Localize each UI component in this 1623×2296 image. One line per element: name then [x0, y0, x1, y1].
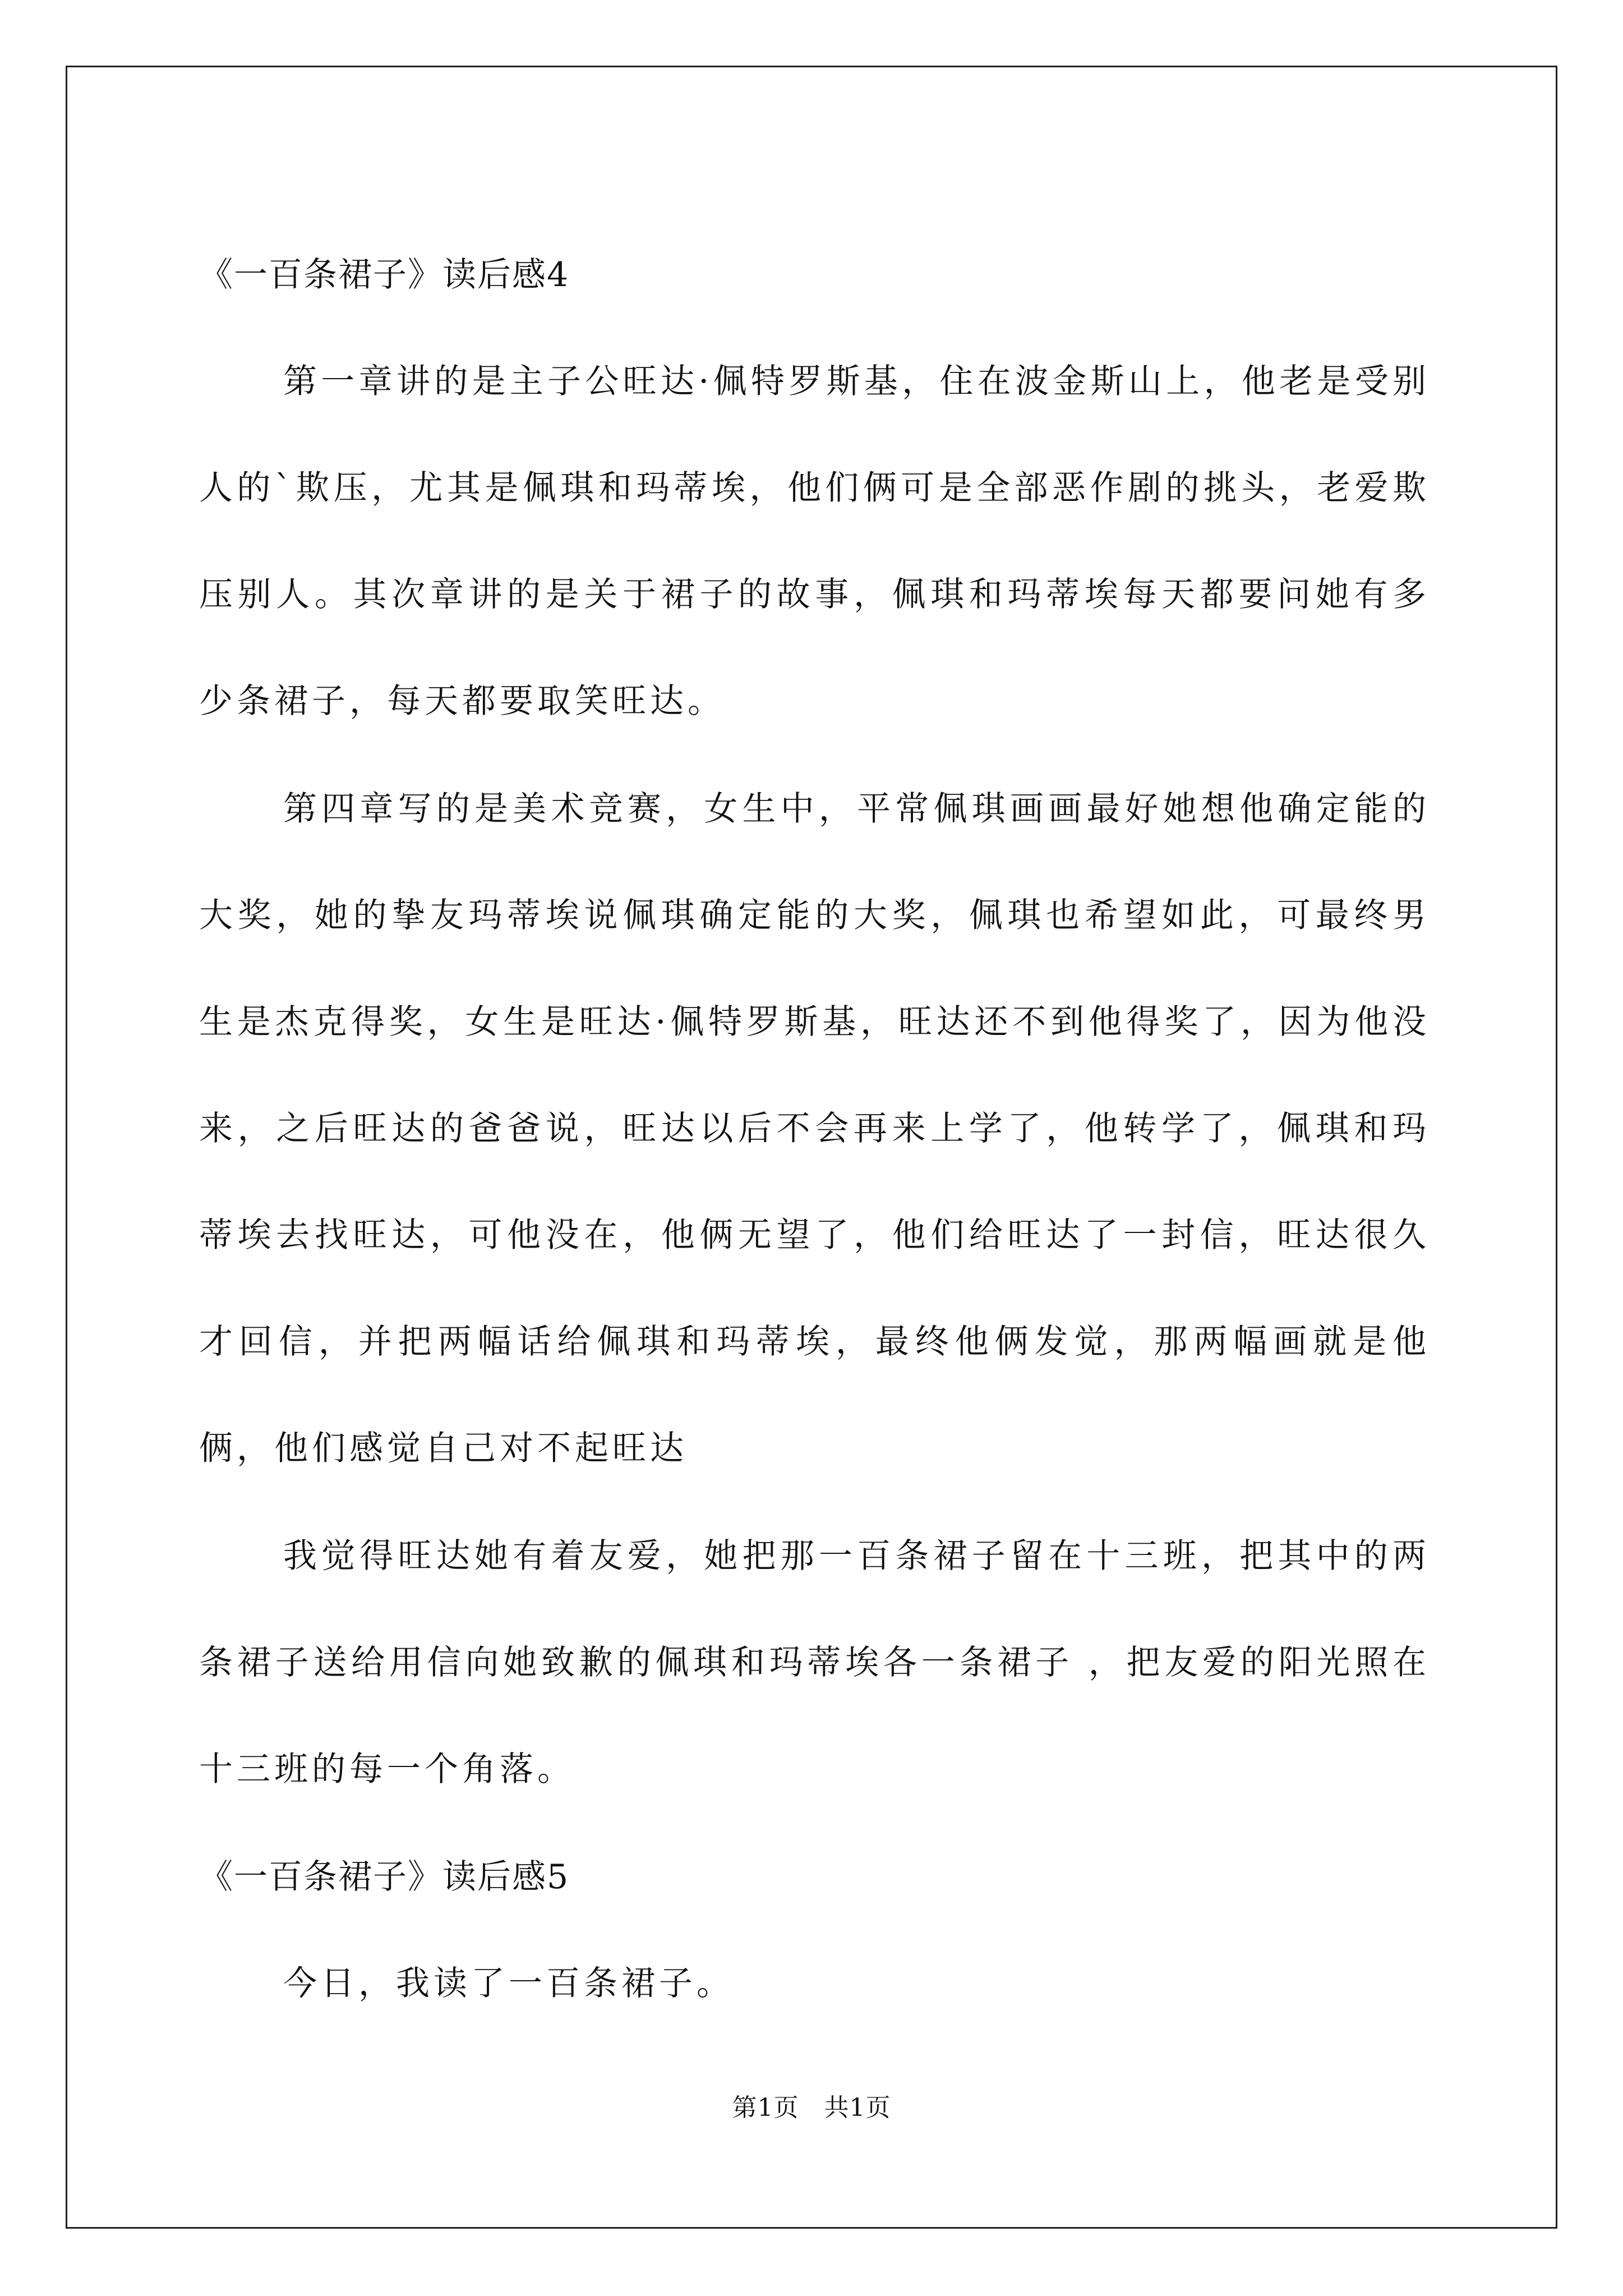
section-heading: 《一百条裙子》读后感4	[199, 255, 570, 295]
paragraph: 第四章写的是美术竞赛，女生中，平常佩琪画画最好她想他确定能的大奖，她的挚友玛蒂埃说佩琪确定能的大奖，佩琪也希望如此，可最终男生是杰克得奖，女生是旺达·佩特罗斯基，旺达还不到他得奖了，因为他没来，之后旺达的爸爸说，旺达以后不会再来上学了，他转学了，佩琪和玛蒂埃去找旺达，可他没在，他俩无望了，他们给旺达了一封信，旺达很久才回信，并把两幅话给佩琪和玛蒂埃，最终他俩发觉，那两幅画就是他俩，他们感觉自己对不起旺达	[199, 789, 1430, 1468]
page-footer: 第1页 共1页	[732, 2093, 891, 2122]
document-body	[199, 222, 1430, 2038]
paragraph: 今日，我读了一百条裙子。	[283, 1964, 734, 2003]
section-heading: 《一百条裙子》读后感5	[199, 1857, 570, 1897]
paragraph: 我觉得旺达她有着友爱，她把那一百条裙子留在十三班，把其中的两条裙子送给用信向她致歉的佩琪和玛蒂埃各一条裙子 ，把友爱的阳光照在十三班的每一个角落。	[199, 1536, 1430, 1789]
paragraph: 第一章讲的是主子公旺达·佩特罗斯基，住在波金斯山上，他老是受别人的`欺压，尤其是佩琪和玛蒂埃，他们俩可是全部恶作剧的挑头，老爱欺压别人。其次章讲的是关于裙子的故事，佩琪和玛蒂埃每天都要问她有多少条裙子，每天都要取笑旺达。	[199, 362, 1430, 721]
